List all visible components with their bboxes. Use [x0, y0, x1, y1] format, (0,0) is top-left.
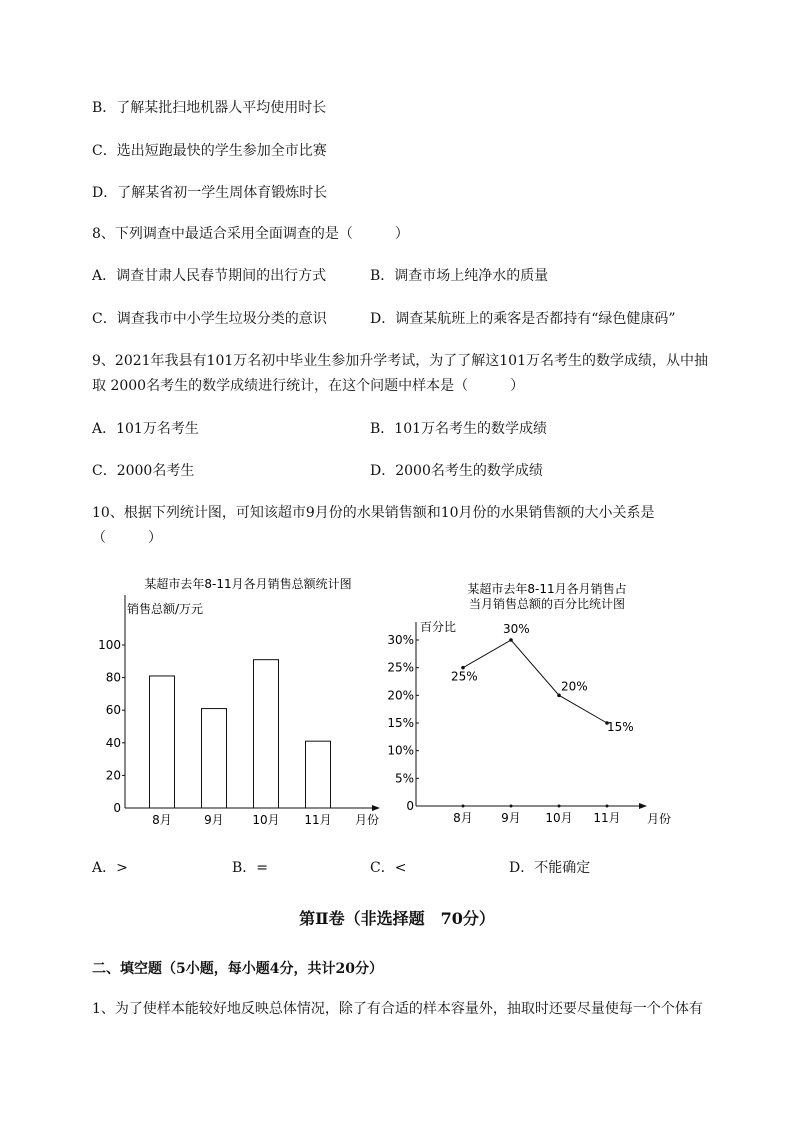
q10-stem-line1: 10、根据下列统计图，可知该超市9月份的水果销售额和10月份的水果销售额的大小关系是: [92, 505, 655, 521]
line-xtick-dot-2: [558, 805, 561, 808]
line-xtick-dot-3: [606, 805, 609, 808]
bar-8月: [150, 676, 175, 808]
bar-chart-xtick-0: 8月: [152, 813, 172, 827]
q9-option-c: C．2000名考生: [92, 463, 195, 479]
line-point-9月: [509, 638, 513, 642]
bar-chart-ytick-4: 80: [105, 670, 121, 685]
line-chart: [385, 570, 675, 835]
line-point-10月: [557, 694, 561, 698]
line-chart-ytick-1: 5%: [394, 771, 414, 786]
q9-option-b: B．101万名考生的数学成绩: [370, 421, 548, 437]
line-chart-ytick-4: 20%: [387, 688, 414, 703]
q8-option-d: D．调查某航班上的乘客是否都持有“绿色健康码”: [370, 311, 676, 327]
line-chart-xlabel: 月份: [647, 812, 672, 826]
line-xtick-dot-0: [462, 805, 465, 808]
q8-option-a: A．调查甘肃人民春节期间的出行方式: [92, 268, 327, 284]
line-chart-x-arrow: [639, 803, 647, 809]
bar-chart-ytick-1: 20: [105, 768, 121, 783]
q10-option-a: A．>: [92, 860, 128, 876]
line-chart-ytick-5: 25%: [387, 660, 414, 675]
q10-stem-line2: （ ）: [92, 530, 162, 546]
bar-chart-xtick-3: 11月: [304, 813, 332, 827]
q9-option-d: D．2000名考生的数学成绩: [370, 463, 543, 479]
bar-chart-ytick-2: 40: [105, 735, 121, 750]
line-chart-ytick-0: 0: [406, 799, 414, 813]
line-chart-ytick-3: 15%: [387, 716, 414, 730]
bar-11月: [306, 741, 331, 808]
q9-option-a: A．101万名考生: [92, 421, 199, 437]
line-chart-ytick-6: 30%: [387, 633, 414, 647]
q7-option-c: C．选出短跑最快的学生参加全市比赛: [92, 143, 327, 159]
bar-9月: [202, 709, 227, 808]
bar-chart-ytick-0: 0: [113, 801, 121, 815]
bar-chart-ytick-3: 60: [105, 703, 121, 718]
bar-chart-ytick-5: 100: [98, 638, 121, 652]
q9-stem-line1: 9、2021年我县有101万名初中毕业生参加升学考试，为了了解这101万名考生的数学成绩，从中抽: [92, 353, 708, 369]
section-heading: 二、填空题（5小题，每小题4分，共计20分）: [92, 961, 383, 977]
q7-option-b: B．了解某批扫地机器人平均使用时长: [92, 100, 327, 116]
bar-chart-xlabel: 月份: [355, 813, 380, 827]
line-xtick-dot-1: [510, 805, 513, 808]
bar-chart-ylabel: 销售总额/万元: [127, 602, 204, 616]
q8-stem: 8、下列调查中最适合采用全面调查的是（ ）: [92, 226, 409, 242]
bar-chart-title: 某超市去年8-11月各月销售总额统计图: [144, 577, 352, 591]
q7-option-d: D．了解某省初一学生周体育锻炼时长: [92, 185, 328, 201]
bar-chart-x-arrow: [372, 805, 380, 811]
bar-10月: [254, 660, 279, 808]
line-chart-xtick-1: 9月: [501, 811, 521, 825]
line-point-label-2: 20%: [561, 679, 588, 694]
part2-title: 第Ⅱ卷（非选择题 70分）: [299, 909, 495, 928]
line-chart-xtick-3: 11月: [593, 811, 621, 825]
line-point-label-1: 30%: [503, 622, 530, 636]
line-chart-title-2: 当月销售总额的百分比统计图: [468, 597, 626, 611]
fill-q1-stem: 1、为了使样本能较好地反映总体情况，除了有合适的样本容量外，抽取时还要尽量使每一个个体有: [92, 1001, 703, 1017]
bar-chart: [90, 565, 390, 835]
q10-option-d: D．不能确定: [509, 860, 591, 876]
line-chart-xtick-2: 10月: [545, 811, 573, 825]
bar-chart-xtick-1: 9月: [204, 813, 224, 827]
line-chart-ytick-2: 10%: [387, 743, 414, 758]
bar-chart-xtick-2: 10月: [252, 813, 280, 827]
q8-option-c: C．调查我市中小学生垃圾分类的意识: [92, 311, 327, 327]
line-chart-xtick-0: 8月: [453, 811, 473, 825]
q8-option-b: B．调查市场上纯净水的质量: [370, 268, 549, 284]
line-point-label-0: 25%: [451, 669, 478, 684]
line-chart-ylabel: 百分比: [420, 620, 457, 634]
line-chart-title-1: 某超市去年8-11月各月销售占: [467, 582, 627, 596]
q9-stem-line2: 取 2000名考生的数学成绩进行统计，在这个问题中样本是（ ）: [92, 378, 525, 394]
q10-option-c: C．<: [370, 860, 407, 876]
line-point-label-3: 15%: [607, 720, 634, 734]
q10-option-b: B．=: [232, 860, 269, 876]
